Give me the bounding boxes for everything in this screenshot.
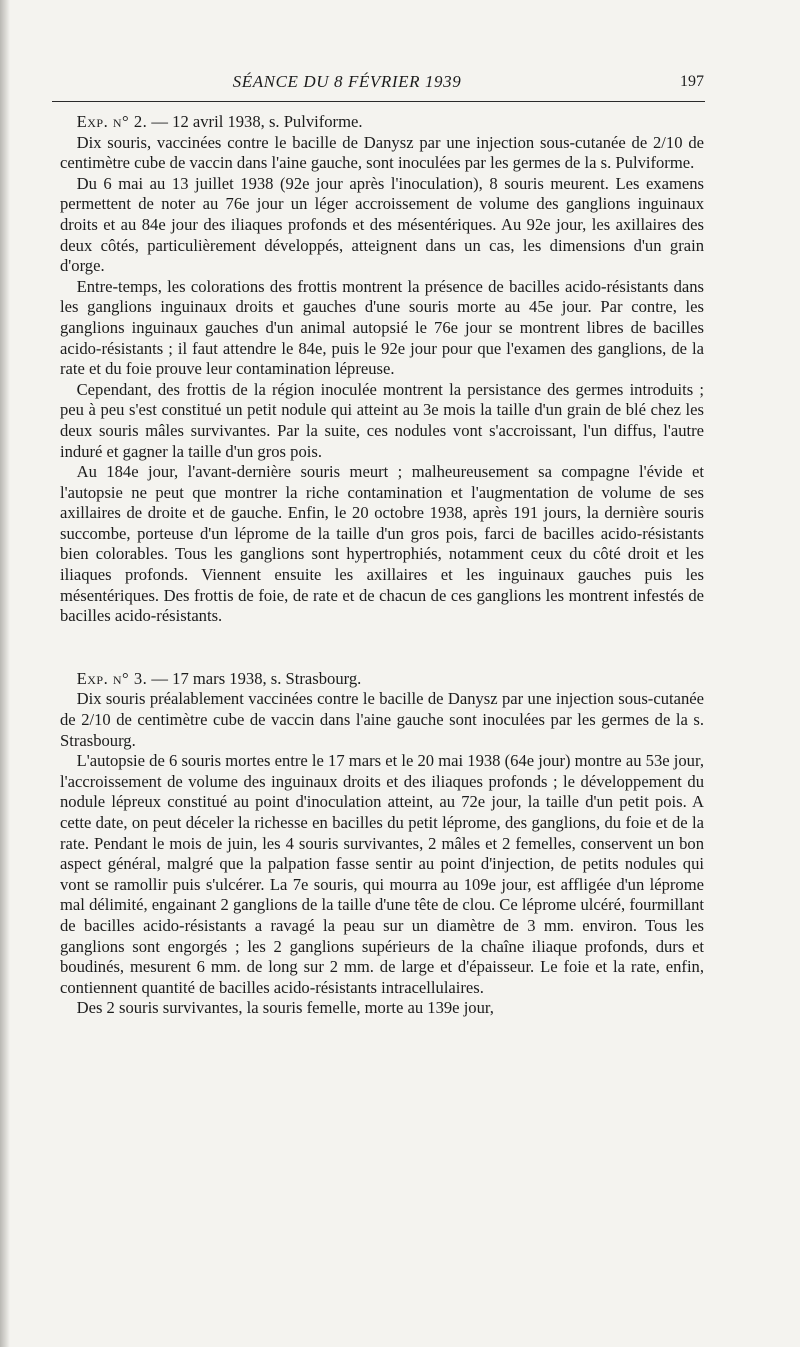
experiment-2-label: Exp. n° 2.: [76, 112, 148, 131]
paragraph: Dix souris préalablement vaccinées contre le bacille de Danysz par une injection sous-cutanée de 2/10 de centimètre cube de vaccin dans l'aine gauche sont inoculées par les germes de la s. Strasbourg.: [60, 689, 704, 750]
experiment-3-title: — 17 mars 1938, s. Strasbourg.: [147, 668, 362, 688]
paragraph: Dix souris, vaccinées contre le bacille de Danysz par une injection sous-cutanée de 2/10 de centimètre cube de vaccin dans l'aine gauche, sont inoculées par les germes de la s. Pulviforme.: [60, 132, 704, 173]
experiment-3: [60, 669, 704, 1019]
running-header: [50, 70, 704, 100]
experiment-2-title: — 12 avril 1938, s. Pulviforme.: [147, 112, 363, 131]
running-title: SÉANCE DU 8 FÉVRIER 1939: [232, 72, 462, 91]
section-gap: [60, 627, 704, 669]
page-number: 197: [680, 73, 704, 90]
paragraph: L'autopsie de 6 souris mortes entre le 17 mars et le 20 mai 1938 (64e jour) montre au 53e jour, l'accroissement de volume des inguinaux droits et des iliaques profonds ; le développement du nodule lépreux constitué au point d'inoculation atteint, au 72e jour, la taille d'un petit pois. A cette date, on peut déceler la richesse en bacilles du petit lépromе, des ganglions, du foie et de la rate. Pendant le mois de juin, les 4 souris survivantes, 2 mâles et 2 femelles, conservent un bon aspect général, malgré que la palpation fasse sentir au point d'injection, de petits nodules qui vont se ramollir puis s'ulcérer. La 7e souris, qui mourra au 109e jour, est affligée d'un lépromе mal délimité, engainant 2 ganglions de la taille d'une tête de clou. Ce lépromе ulcéré, fourmillant de bacilles acido-résistants a ravagé la peau sur un diamètre de 3 mm. environ. Tous les ganglions sont engorgés ; les 2 ganglions supérieurs de la chaîne iliaque profonds, durs et boudinés, mesurent 6 mm. de long sur 2 mm. de large et d'épaisseur. Le foie et la rate, enfin, contiennent quantité de bacilles acido-résistants intracellulaires.: [60, 751, 704, 997]
experiment-3-label: Exp. n° 3.: [76, 668, 148, 688]
experiment-2-heading: [60, 112, 704, 133]
paragraph: Du 6 mai au 13 juillet 1938 (92e jour après l'inoculation), 8 souris meurent. Les examens permettent de noter au 76e jour un léger accroissement de volume des ganglions inguinaux droits et au 84e jour des iliaques profonds et des mésentériques. Au 92e jour, les axillaires des deux côtés, particulièrement développés, atteignent dans un cas, les dimensions d'un grain d'orge.: [60, 173, 704, 276]
paragraph: Cependant, des frottis de la région inoculée montrent la persistance des germes introduits ; peu à peu s'est constitué un petit nodule qui atteint au 3e mois la taille d'un grain de blé chez les deux souris mâles survivantes. Par la suite, ces nodules vont s'accroissant, l'un diffus, l'autre induré et gagner la taille d'un gros pois.: [60, 379, 704, 461]
paragraph: Entre-temps, les colorations des frottis montrent la présence de bacilles acido-résistants dans les ganglions inguinaux droits et gauches d'une souris morte au 45e jour. Par contre, les ganglions inguinaux gauches d'un animal autopsié le 76e jour se montrent libres de bacilles acido-résistants ; il faut attendre le 84e, puis le 92e jour pour que l'examen des ganglions, de la rate et du foie prouve leur contamination lépreuse.: [60, 276, 704, 379]
experiment-2: [60, 112, 704, 627]
article-body: [60, 112, 704, 1019]
paragraph: Des 2 souris survivantes, la souris femelle, morte au 139e jour,: [76, 998, 494, 1018]
header-rule: [52, 101, 705, 102]
page-binding-edge: [0, 0, 10, 1347]
experiment-3-heading: [60, 669, 704, 690]
paragraph: Au 184e jour, l'avant-dernière souris meurt ; malheureusement sa compagne l'évide et l'autopsie ne peut que montrer la riche contamination et l'augmentation de volume de ses axillaires de droite et de gauche. Enfin, le 20 octobre 1938, après 191 jours, la dernière souris succombe, porteuse d'un lépromе de la taille d'un gros pois, farci de bacilles acido-résistants bien colorables. Tous les ganglions sont hypertrophiés, notamment ceux du côté droit et les iliaques profonds. Viennent ensuite les axillaires et les inguinaux gauches puis les mésentériques. Des frottis de foie, de rate et de chacun de ces ganglions les montrent infestés de bacilles acido-résistants.: [60, 462, 704, 626]
